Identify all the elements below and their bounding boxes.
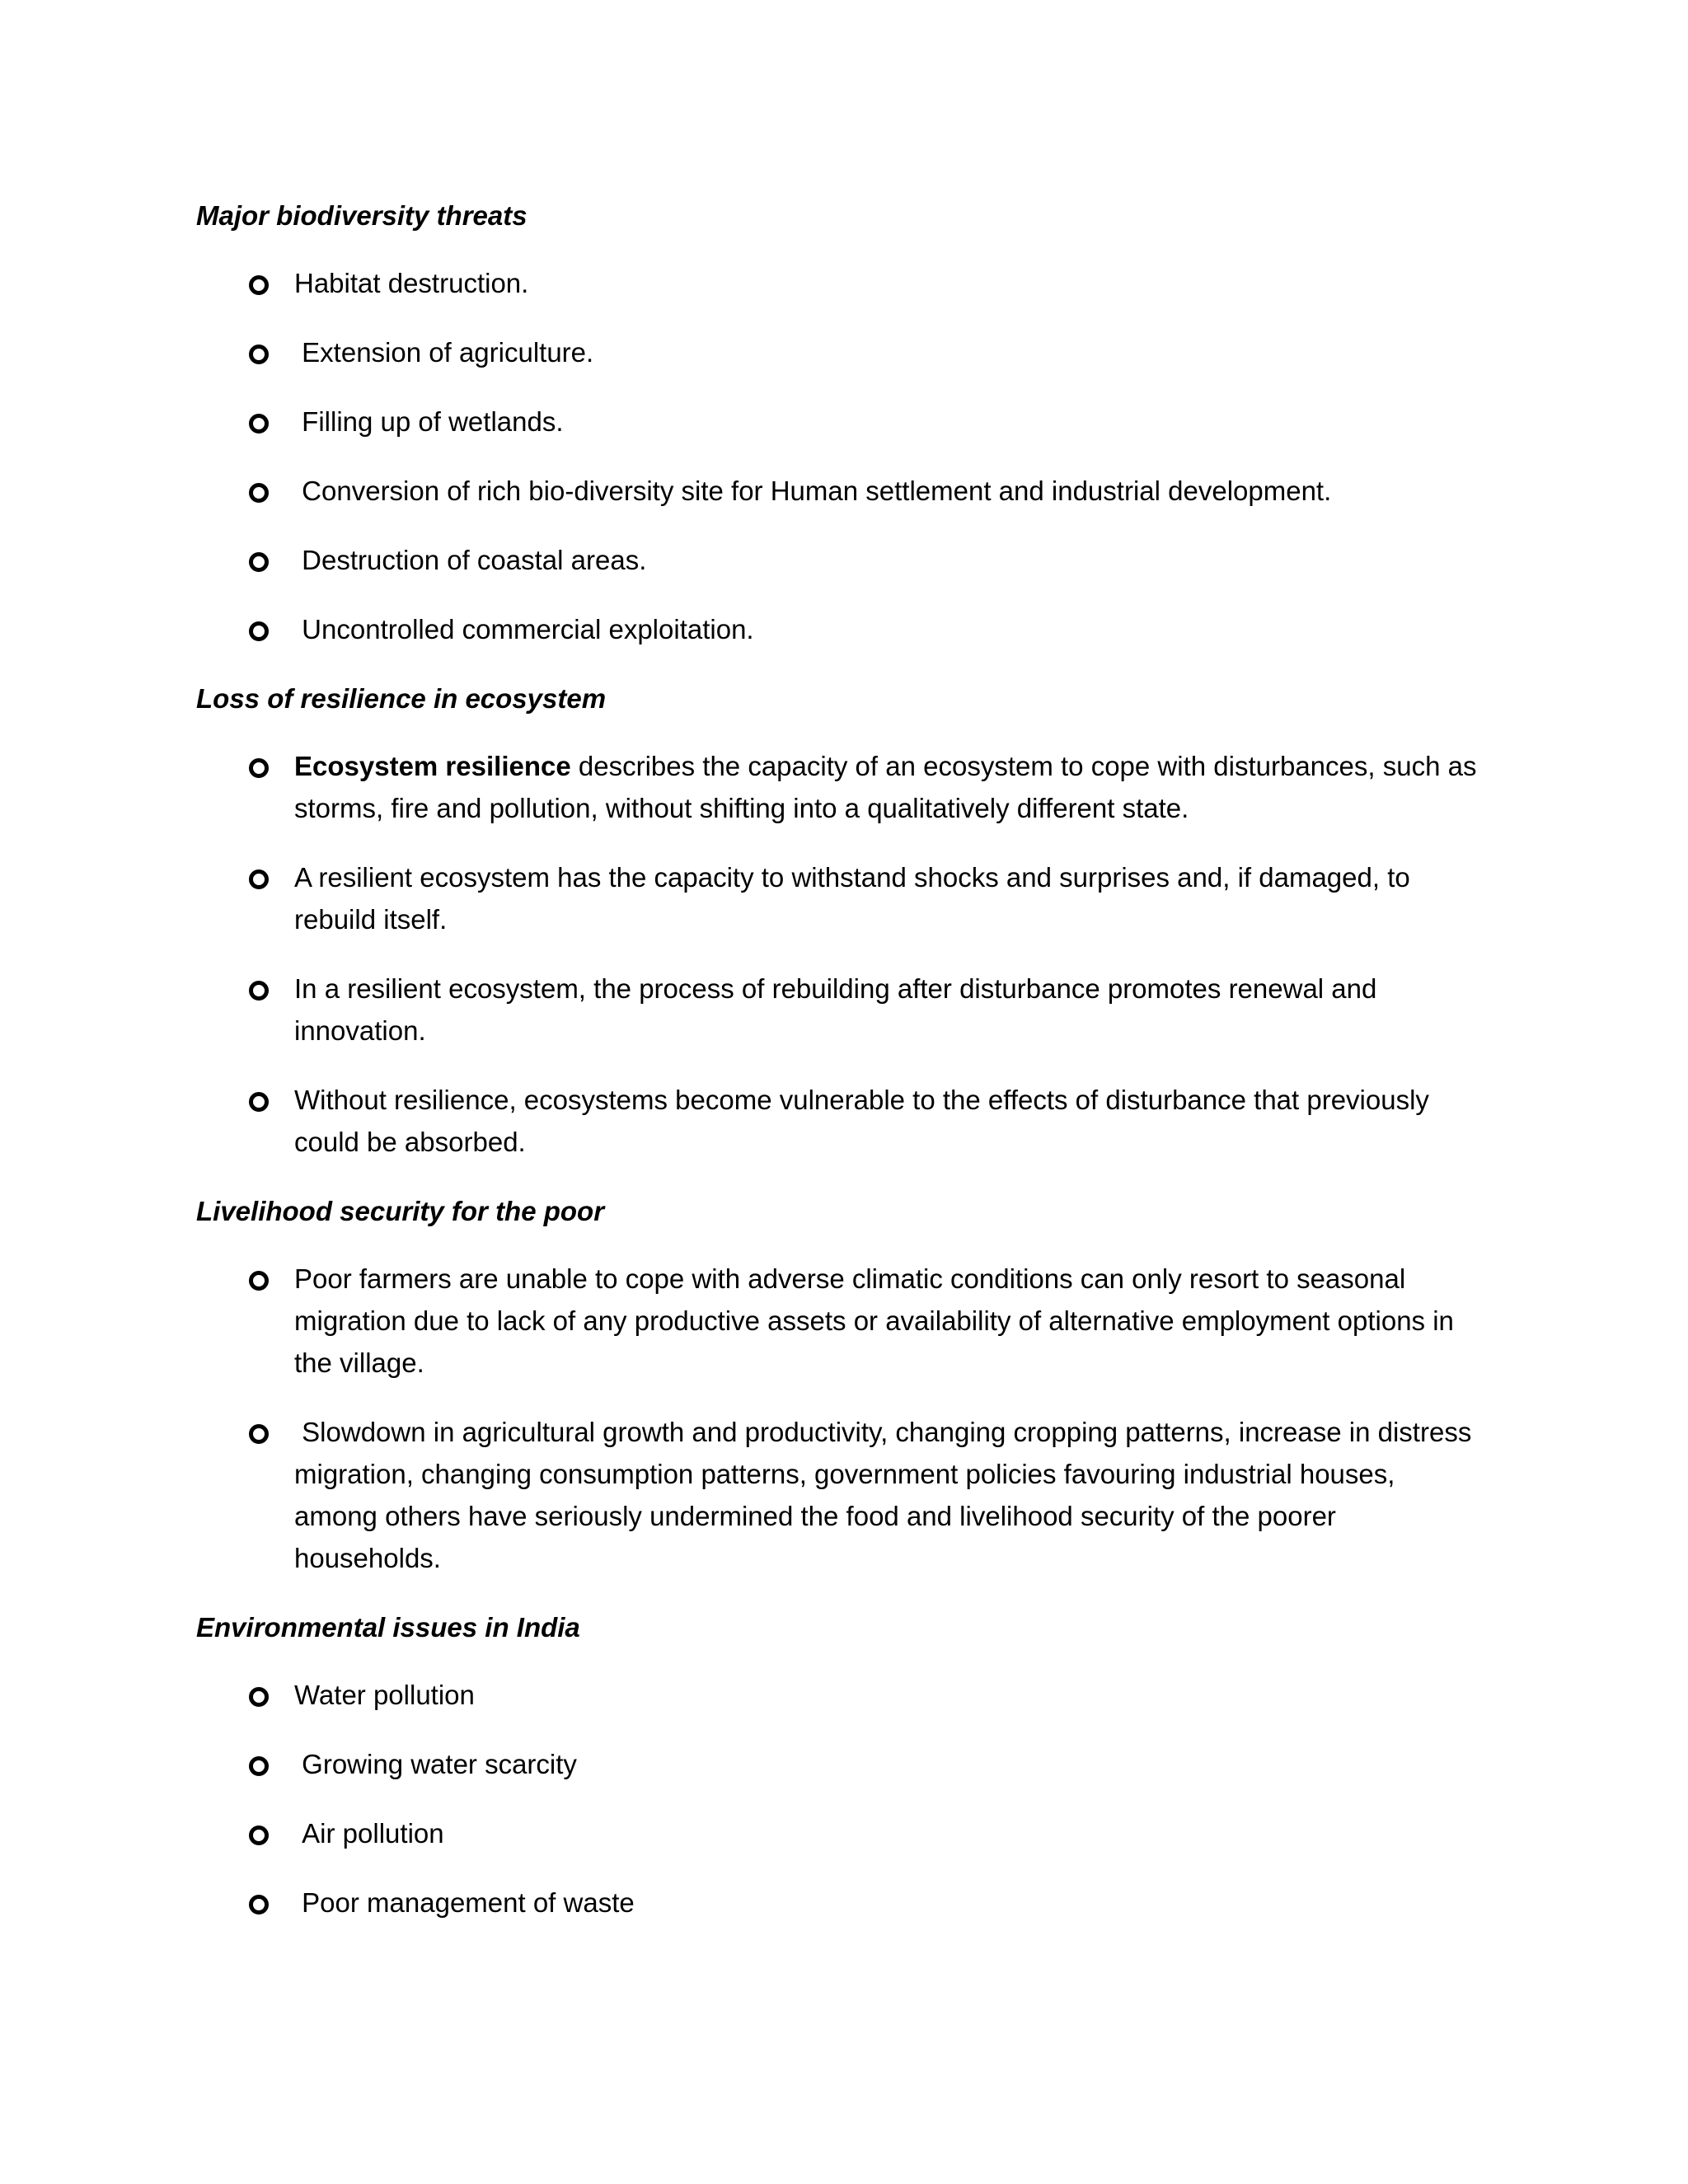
- section-heading: Major biodiversity threats: [196, 200, 528, 231]
- list-item-text: Destruction of coastal areas.: [294, 545, 647, 575]
- circle-bullet-icon: [249, 483, 269, 503]
- list-item: [196, 470, 1482, 512]
- list-item: [196, 745, 1482, 829]
- circle-bullet-icon: [249, 621, 269, 641]
- list-item-text: Slowdown in agricultural growth and productivity, changing cropping patterns, increase in distress migration, changing consumption patterns, government policies favouring industrial houses, among others have seriously undermined the food and livelihood security of the poorer households.: [294, 1417, 1479, 1573]
- section-environmental-issues-india: [196, 1606, 1482, 1924]
- list-item-text: Uncontrolled commercial exploitation.: [294, 614, 754, 644]
- list-item: [196, 856, 1482, 940]
- list-item: [196, 1812, 1482, 1854]
- list-item-text: Extension of agriculture.: [294, 337, 594, 368]
- bullet-list: [196, 745, 1482, 1163]
- bullet-list: [196, 262, 1482, 650]
- list-item-text: Water pollution: [294, 1680, 475, 1710]
- section-biodiversity-threats: [196, 194, 1482, 650]
- list-item: [196, 1743, 1482, 1785]
- list-item-text: Filling up of wetlands.: [294, 406, 564, 437]
- list-item: [196, 608, 1482, 650]
- list-item-text: Poor management of waste: [294, 1887, 635, 1918]
- list-item-text: In a resilient ecosystem, the process of rebuilding after disturbance promotes renewal and innovation.: [294, 973, 1377, 1046]
- circle-bullet-icon: [249, 552, 269, 572]
- list-item-text: Conversion of rich bio-diversity site for Human settlement and industrial development.: [294, 476, 1332, 506]
- bullet-list: [196, 1258, 1482, 1579]
- list-item: [196, 1882, 1482, 1924]
- list-item-text: Poor farmers are unable to cope with adverse climatic conditions can only resort to seasonal migration due to lack of any productive assets or availability of alternative employment options in the village.: [294, 1263, 1454, 1378]
- circle-bullet-icon: [249, 869, 269, 889]
- section-loss-of-resilience: [196, 677, 1482, 1163]
- list-item: [196, 262, 1482, 304]
- list-item: [196, 968, 1482, 1052]
- section-heading: Livelihood security for the poor: [196, 1196, 605, 1226]
- circle-bullet-icon: [249, 981, 269, 1001]
- circle-bullet-icon: [249, 758, 269, 778]
- circle-bullet-icon: [249, 275, 269, 295]
- section-heading: Loss of resilience in ecosystem: [196, 683, 607, 714]
- circle-bullet-icon: [249, 1271, 269, 1291]
- bullet-list: [196, 1674, 1482, 1924]
- document-content: [196, 194, 1482, 1951]
- circle-bullet-icon: [249, 344, 269, 364]
- circle-bullet-icon: [249, 414, 269, 434]
- list-item: [196, 1258, 1482, 1384]
- list-item-text: Growing water scarcity: [294, 1749, 577, 1779]
- circle-bullet-icon: [249, 1825, 269, 1845]
- list-item: [196, 1411, 1482, 1579]
- section-livelihood-security: [196, 1190, 1482, 1579]
- list-item-text: describes the capacity of an ecosystem to cope with disturbances, such as storms, fire and pollution, without shifting into a qualitatively different state.: [294, 751, 1477, 823]
- circle-bullet-icon: [249, 1756, 269, 1776]
- circle-bullet-icon: [249, 1092, 269, 1112]
- list-item-text: Air pollution: [294, 1818, 444, 1849]
- circle-bullet-icon: [249, 1895, 269, 1915]
- circle-bullet-icon: [249, 1687, 269, 1707]
- defined-term: Ecosystem resilience: [294, 751, 571, 781]
- circle-bullet-icon: [249, 1424, 269, 1444]
- section-heading: Environmental issues in India: [196, 1612, 580, 1643]
- list-item: [196, 331, 1482, 373]
- list-item: [196, 401, 1482, 443]
- list-item: [196, 539, 1482, 581]
- list-item: [196, 1079, 1482, 1163]
- list-item-text: A resilient ecosystem has the capacity to withstand shocks and surprises and, if damaged, to rebuild itself.: [294, 862, 1410, 935]
- list-item: [196, 1674, 1482, 1716]
- list-item-text: Without resilience, ecosystems become vulnerable to the effects of disturbance that previously could be absorbed.: [294, 1085, 1429, 1157]
- list-item-text: Habitat destruction.: [294, 268, 529, 298]
